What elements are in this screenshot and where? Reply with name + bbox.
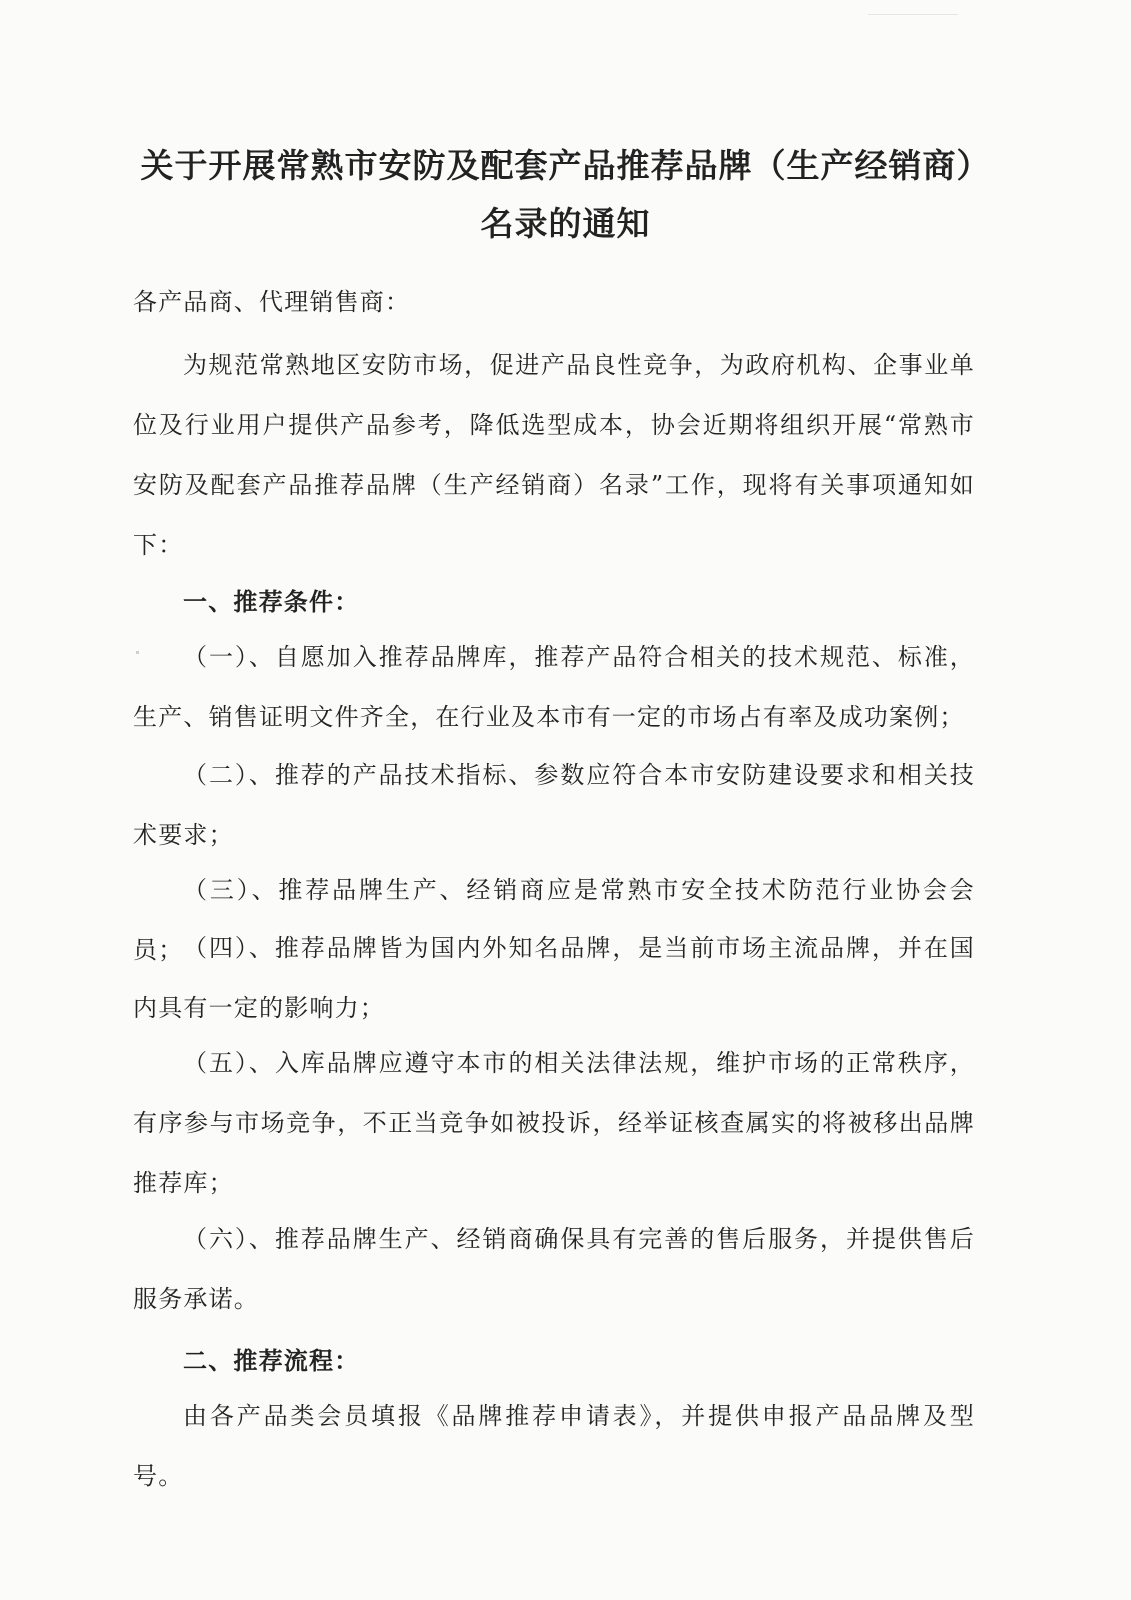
condition-item-4: （四）、推荐品牌皆为国内外知名品牌，是当前市场主流品牌，并在国内具有一定的影响力； (133, 934, 975, 1022)
section-1-heading: 一、推荐条件： (183, 588, 360, 616)
condition-item-5: （五）、入库品牌应遵守本市的相关法律法规，维护市场的正常秩序，有序参与市场竞争，不正当竞争如被投诉，经举证核查属实的将被移出品牌推荐库； (133, 1049, 975, 1197)
condition-item-3: （三）、推荐品牌生产、经销商应是常熟市安全技术防范行业协会会员； (133, 876, 975, 964)
scan-mark (868, 14, 958, 15)
document-title-line-2: 名录的通知 (480, 204, 651, 243)
intro-paragraph: 为规范常熟地区安防市场，促进产品良性竞争，为政府机构、企事业单位及行业用户提供产品参考，降低选型成本，协会近期将组织开展“常熟市安防及配套产品推荐品牌（生产经销商）名录”工作，现将有关事项通知如下： (133, 351, 975, 559)
document-title-line-1: 关于开展常熟市安防及配套产品推荐品牌（生产经销商） (140, 146, 991, 185)
condition-item-1: （一）、自愿加入推荐品牌库，推荐产品符合相关的技术规范、标准，生产、销售证明文件齐全，在行业及本市有一定的市场占有率及成功案例； (133, 643, 975, 731)
condition-item-2: （二）、推荐的产品技术指标、参数应符合本市安防建设要求和相关技术要求； (133, 761, 975, 849)
section-2-text: 由各产品类会员填报《品牌推荐申请表》，并提供申报产品品牌及型号。 (133, 1402, 975, 1490)
section-2-heading: 二、推荐流程： (183, 1347, 360, 1375)
condition-item-6: （六）、推荐品牌生产、经销商确保具有完善的售后服务，并提供售后服务承诺。 (133, 1225, 975, 1313)
salutation: 各产品商、代理销售商： (133, 288, 411, 316)
scan-speck (136, 651, 139, 654)
